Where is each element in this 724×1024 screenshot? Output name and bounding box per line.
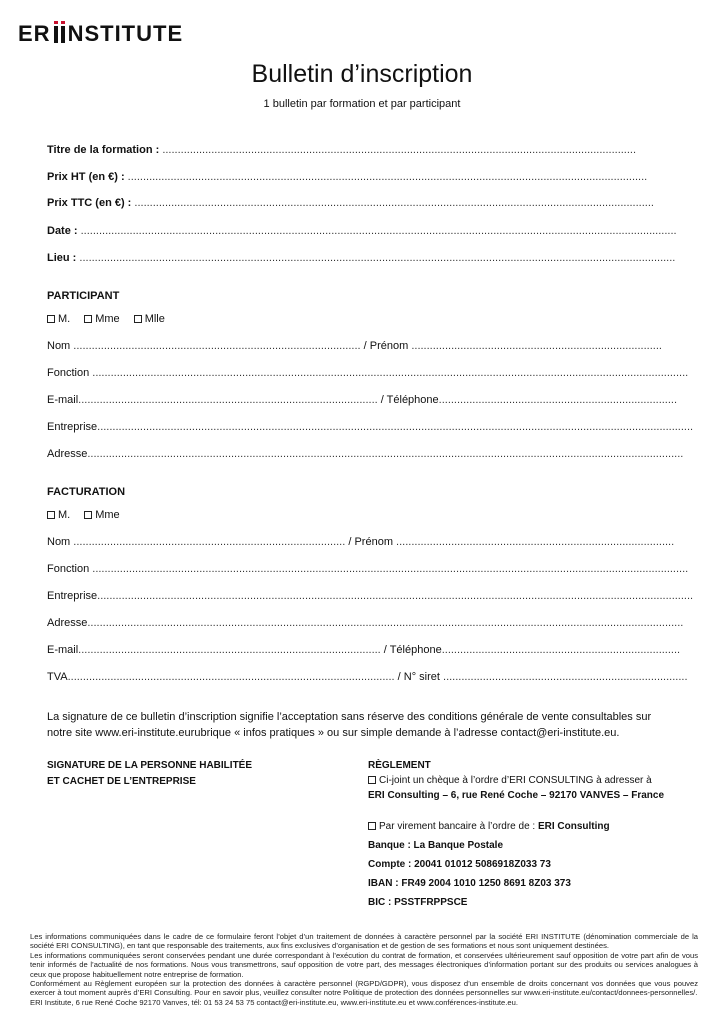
logo-suffix: NSTITUTE <box>67 21 184 46</box>
participant-heading: PARTICIPANT <box>47 290 120 302</box>
field-date[interactable]: Date : ................................................................................................................................................................................................... <box>47 225 677 237</box>
checkbox-m[interactable]: M. <box>47 509 70 521</box>
reglement-compte: Compte : 20041 01012 5086918Z033 73 <box>368 859 551 870</box>
privacy-footer <box>30 932 698 1007</box>
field-prix-ht[interactable]: Prix HT (en €) : .......................................................................................................................................................................... <box>47 171 648 183</box>
field-lieu[interactable]: Lieu : ................................................................................................................................................................................................... <box>47 252 676 264</box>
signature-block <box>47 758 252 790</box>
facturation-civility[interactable] <box>47 509 120 521</box>
checkbox-m[interactable]: M. <box>47 313 70 325</box>
facturation-heading: FACTURATION <box>47 486 126 498</box>
footer-paragraph-3: Conformément au Règlement européen sur la protection des données à caractère personnel (RGPD/GDPR), vous disposez d’un ensemble de droits concernant vos données que vous pouvez exercer à tout moment auprès d’ERI Consulting. Pour en savoir plus, veuillez consulter notre Politique de protection des données personnelles sur www.eri-institute.eu/contact/donnees-personnelles/. <box>30 979 698 998</box>
reglement-banque: Banque : La Banque Postale <box>368 840 504 851</box>
participant-nom-prenom[interactable]: Nom .............................................................................................. / Prénom .................................................................................. <box>47 340 662 352</box>
facturation-nom-prenom[interactable]: Nom ......................................................................................... / Prénom ........................................................................................... <box>47 536 675 548</box>
footer-paragraph-1: Les informations communiquées dans le cadre de ce formulaire feront l’objet d’un traitement de données à caractère personnel par la société ERI INSTITUTE (dénomination commerciale de la société ERI CONSULTING), en tant que responsable des traitements, aux fins exclusives d’organisation et de gestion de ses formations et nous sont uniquement destinées. <box>30 932 698 951</box>
footer-paragraph-4: ERI Institute, 6 rue René Coche 92170 Vanves, tél: 01 53 24 53 75 contact@eri-institute.eu, www.eri-institute.eu et www.conférences-institute.eu. <box>30 997 518 1007</box>
participant-adresse[interactable]: Adresse................................................................................................................................................................................................... <box>47 448 684 460</box>
page-title: Bulletin d’inscription <box>251 60 473 88</box>
reglement-iban: IBAN : FR49 2004 1010 1250 8691 8Z03 373 <box>368 878 571 889</box>
reglement-block <box>368 758 708 910</box>
logo-bars-icon <box>54 26 65 43</box>
reglement-virement[interactable]: Par virement bancaire à l’ordre de : ERI Consulting <box>368 819 708 834</box>
eri-institute-logo <box>18 22 183 46</box>
reglement-address: ERI Consulting – 6, rue René Coche – 92170 VANVES – France <box>368 790 665 801</box>
checkbox-mlle[interactable]: Mlle <box>134 313 165 325</box>
signature-line-1: SIGNATURE DE LA PERSONNE HABILITÉE <box>47 760 253 771</box>
logo-prefix: ER <box>18 21 51 46</box>
facturation-fonction[interactable]: Fonction ................................................................................................................................................................................................... <box>47 563 689 575</box>
checkbox-mme[interactable]: Mme <box>84 313 119 325</box>
reglement-bic: BIC : PSSTFRPPSCE <box>368 897 468 908</box>
signature-line-2: ET CACHET DE L’ENTREPRISE <box>47 776 196 787</box>
participant-entreprise[interactable]: Entreprise................................................................................................................................................................................................... <box>47 421 694 433</box>
participant-email-telephone[interactable]: E-mail.................................................................................................. / Téléphone.............................................................................. <box>47 394 678 406</box>
field-titre-formation[interactable]: Titre de la formation : ........................................................................................................................................................... <box>47 144 637 156</box>
participant-fonction[interactable]: Fonction ................................................................................................................................................................................................... <box>47 367 689 379</box>
facturation-entreprise[interactable]: Entreprise................................................................................................................................................................................................... <box>47 590 694 602</box>
facturation-email-telephone[interactable]: E-mail................................................................................................... / Téléphone.............................................................................. <box>47 644 681 656</box>
reglement-cheque[interactable]: Ci-joint un chèque à l’ordre d’ERI CONSULTING à adresser à <box>368 773 708 788</box>
signature-note: La signature de ce bulletin d’inscription signifie l’acceptation sans réserve des conditions générale de vente consultables sur notre site www.eri-institute.eurubrique « infos pratiques » ou sur simple demande à l’adresse contact@eri-institute.eu. <box>47 711 652 739</box>
page-subtitle: 1 bulletin par formation et par participant <box>263 98 461 110</box>
facturation-adresse[interactable]: Adresse................................................................................................................................................................................................... <box>47 617 684 629</box>
field-prix-ttc[interactable]: Prix TTC (en €) : .......................................................................................................................................................................... <box>47 197 654 209</box>
reglement-heading: RÈGLEMENT <box>368 760 431 771</box>
checkbox-mme[interactable]: Mme <box>84 509 119 521</box>
footer-paragraph-2: Les informations communiquées seront conservées pendant une durée correspondant à l’exécution du contrat de formation, et conservées ultérieurement sauf opposition de votre part afin de vous tenir informés de l’actualité de nos formations. Nous vous transmettrons, sauf opposition de votre part, des messages électroniques d’information portant sur des produits ou services analogues à ceux que propose habituellement notre entreprise de formation. <box>30 950 698 979</box>
participant-civility[interactable] <box>47 313 165 325</box>
facturation-tva-siret[interactable]: TVA........................................................................................................... / N° siret ................................................................................ <box>47 671 688 683</box>
